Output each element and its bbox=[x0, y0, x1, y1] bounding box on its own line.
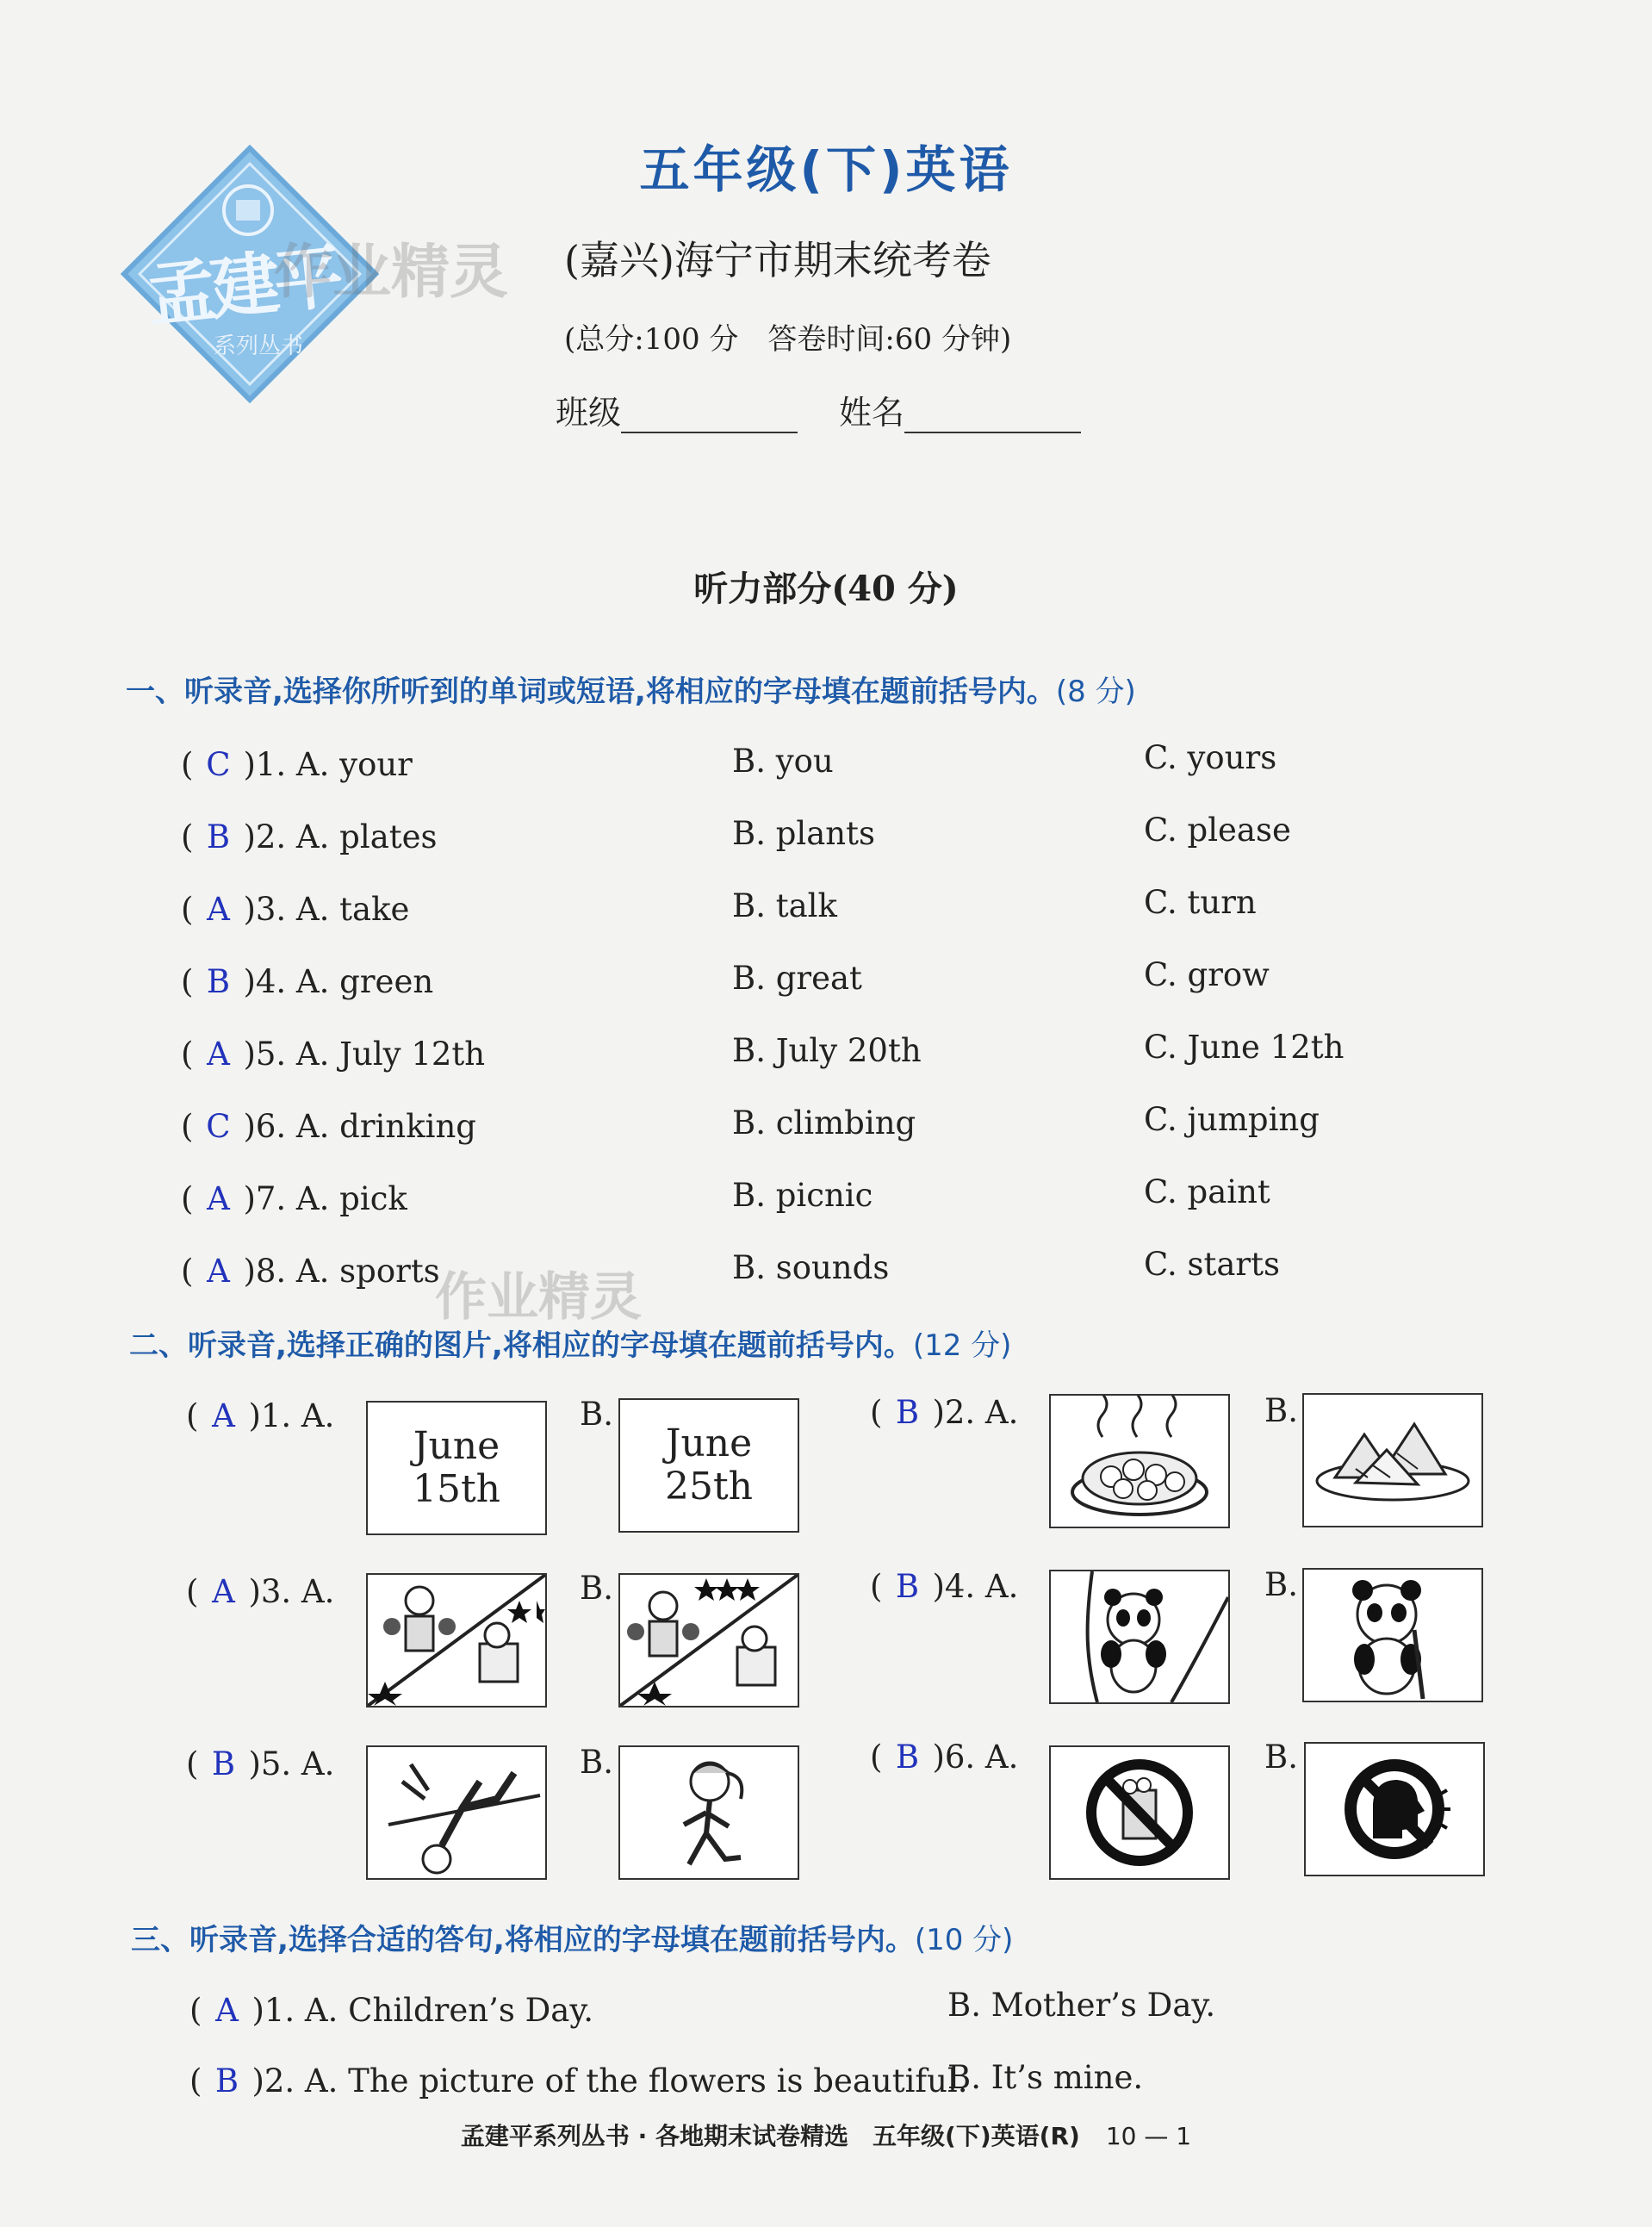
answer-mark: B bbox=[895, 1739, 920, 1776]
name-label: 姓名 bbox=[839, 394, 905, 432]
option-b-label: B. bbox=[580, 1396, 613, 1433]
logo-series-text: 系列丛书 bbox=[214, 333, 304, 359]
watermark: 作业精灵 bbox=[274, 239, 509, 307]
list-item: ( A )8. A. sports bbox=[181, 1253, 440, 1290]
option-c: C. jumping bbox=[1144, 1101, 1320, 1138]
watermark: 作业精灵 bbox=[435, 1267, 642, 1328]
option-c: C. yours bbox=[1144, 739, 1277, 776]
answer-mark: A bbox=[212, 1573, 235, 1610]
option-b: B. picnic bbox=[732, 1177, 873, 1214]
answer-mark: A bbox=[207, 1036, 230, 1073]
option-b: B. great bbox=[732, 960, 862, 997]
option-b: B. Mother’s Day. bbox=[947, 1987, 1216, 2024]
option-c: C. starts bbox=[1144, 1246, 1280, 1283]
answer-mark: A bbox=[207, 1180, 230, 1217]
list-item: ( A )1. A. bbox=[186, 1397, 335, 1434]
picture-date-june-25: June 25th bbox=[618, 1398, 799, 1533]
answer-mark: C bbox=[206, 1108, 231, 1145]
list-item: ( A )7. A. pick bbox=[181, 1180, 407, 1217]
list-item: ( A )3. A. bbox=[186, 1573, 335, 1610]
answer-mark: A bbox=[207, 1253, 230, 1290]
list-item: ( B )5. A. bbox=[186, 1745, 335, 1782]
option-b: B. you bbox=[732, 743, 834, 780]
picture-girl-running-icon bbox=[618, 1745, 799, 1880]
answer-mark: B bbox=[895, 1394, 920, 1431]
option-b: B. climbing bbox=[732, 1104, 916, 1141]
option-b-label: B. bbox=[580, 1744, 613, 1781]
list-item: ( B )2. A. The picture of the flowers is beautiful. bbox=[189, 2062, 968, 2099]
exam-meta: (总分:100 分 答卷时间:60 分钟) bbox=[564, 322, 1012, 357]
picture-weightlifting-painting-icon bbox=[366, 1573, 547, 1708]
option-b-label: B. bbox=[1264, 1739, 1298, 1776]
answer-mark: B bbox=[206, 963, 231, 1000]
picture-dumplings-icon bbox=[1049, 1394, 1230, 1528]
student-info-row bbox=[556, 386, 1122, 433]
option-c: C. please bbox=[1144, 812, 1291, 849]
list-item: ( C )1. A. your bbox=[181, 746, 413, 783]
option-b: B. It’s mine. bbox=[947, 2059, 1144, 2096]
option-b: B. sounds bbox=[732, 1249, 890, 1286]
list-item: ( B )2. A. plates bbox=[181, 818, 438, 855]
part1-heading: 一、听录音,选择你所听到的单词或短语,将相应的字母填在题前括号内。(8 分) bbox=[126, 675, 1136, 709]
name-field[interactable] bbox=[904, 402, 1081, 433]
class-field[interactable] bbox=[621, 402, 798, 433]
option-b: B. talk bbox=[732, 887, 837, 924]
list-item: ( C )6. A. drinking bbox=[181, 1108, 476, 1145]
option-b: B. July 20th bbox=[732, 1032, 922, 1069]
page-number: 10 — 1 bbox=[1105, 2122, 1192, 2150]
option-c: C. June 12th bbox=[1144, 1029, 1345, 1066]
option-c: C. turn bbox=[1144, 884, 1257, 921]
option-b-label: B. bbox=[580, 1570, 613, 1607]
answer-mark: C bbox=[206, 746, 231, 783]
picture-date-june-15: June 15th bbox=[366, 1401, 547, 1535]
answer-mark: A bbox=[207, 891, 230, 928]
picture-no-food-sign-icon bbox=[1049, 1745, 1230, 1880]
list-item: ( A )5. A. July 12th bbox=[181, 1036, 486, 1073]
picture-panda-eating-bamboo-icon bbox=[1302, 1568, 1483, 1702]
answer-mark: B bbox=[895, 1568, 920, 1605]
page-subtitle: (嘉兴)海宁市期末统考卷 bbox=[564, 237, 991, 283]
option-b-label: B. bbox=[1264, 1566, 1298, 1603]
picture-weightlifting-painting-stars-icon bbox=[618, 1573, 799, 1708]
list-item: ( B )6. A. bbox=[870, 1739, 1019, 1776]
picture-high-jump-icon bbox=[366, 1745, 547, 1880]
footer-text: 孟建平系列丛书 · 各地期末试卷精选 五年级(下)英语(R) bbox=[460, 2122, 1080, 2150]
answer-mark: B bbox=[206, 818, 231, 855]
list-item: ( B )4. A. bbox=[870, 1568, 1019, 1605]
page-footer bbox=[0, 2118, 1652, 2152]
page-title: 五年级(下)英语 bbox=[639, 140, 1013, 199]
part2-heading: 二、听录音,选择正确的图片,将相应的字母填在题前括号内。(12 分) bbox=[129, 1328, 1012, 1363]
option-b: B. plants bbox=[732, 815, 875, 852]
logo-brand-text: 孟建平 bbox=[143, 236, 342, 337]
list-item: ( A )3. A. take bbox=[181, 891, 410, 928]
class-label: 班级 bbox=[556, 394, 622, 432]
answer-mark: A bbox=[215, 1992, 239, 2029]
option-c: C. grow bbox=[1144, 956, 1270, 993]
picture-no-talking-sign-icon bbox=[1304, 1742, 1485, 1876]
part3-heading: 三、听录音,选择合适的答句,将相应的字母填在题前括号内。(10 分) bbox=[131, 1923, 1014, 1957]
list-item: ( B )4. A. green bbox=[181, 963, 434, 1000]
picture-panda-climbing-icon bbox=[1049, 1570, 1230, 1704]
answer-mark: B bbox=[211, 1745, 236, 1782]
option-c: C. paint bbox=[1144, 1173, 1270, 1210]
answer-mark: A bbox=[212, 1397, 235, 1434]
answer-mark: B bbox=[214, 2062, 239, 2099]
list-item: ( B )2. A. bbox=[870, 1394, 1019, 1431]
picture-zongzi-icon bbox=[1302, 1393, 1483, 1527]
listening-section-title: 听力部分(40 分) bbox=[693, 569, 959, 609]
list-item: ( A )1. A. Children’s Day. bbox=[189, 1992, 594, 2029]
option-b-label: B. bbox=[1264, 1392, 1298, 1429]
